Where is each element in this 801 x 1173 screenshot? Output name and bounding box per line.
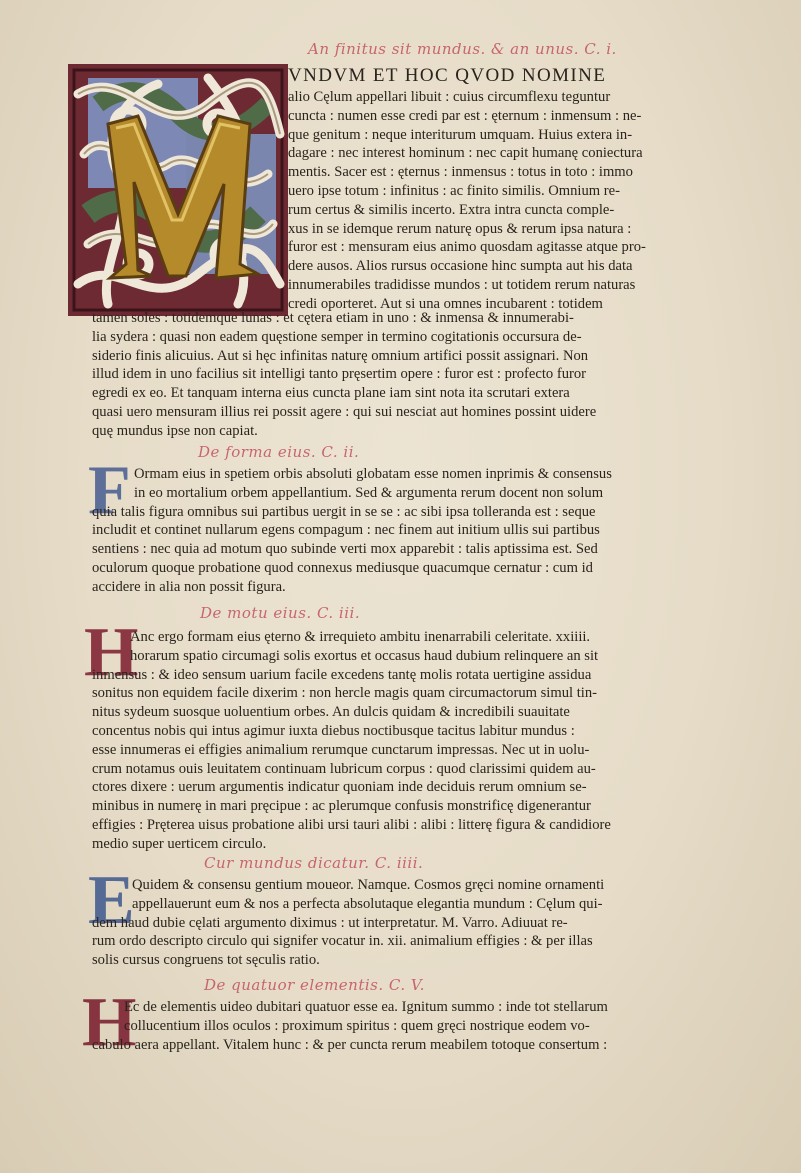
text-line: tamen soles : totidemque lunas : et cętera etiam in uno : & inmensa & innumerabi- — [92, 310, 574, 326]
text-line: dagare : nec interest hominum : nec capit humanę coniectura — [288, 145, 643, 162]
text-line: esse innumeras ei effigies animalium rerumque cunctarum impressas. Nec ut in uolu- — [92, 741, 590, 758]
text-line: inmensus : & ideo sensum uarium facile excedens tantę molis rotata uertigine assidua — [92, 666, 592, 683]
rubric-chapter-1: An finitus sit mundus. & an unus. C. i. — [308, 40, 617, 58]
rubric-chapter-3: De motu eius. C. iii. — [200, 604, 361, 622]
chapter-1-text — [288, 64, 700, 314]
text-line: alio Cęlum appellari libuit : cuius circumflexu teguntur — [288, 89, 611, 105]
text-line: accidere in alia non possit figura. — [92, 578, 286, 595]
text-line: collucentium illos oculos : proximum spiritus : quem gręci nostrique eodem vo- — [124, 1017, 590, 1034]
text-line: effigies : Pręterea uisus probatione alibi ursi tauri alibi : alibi : litterę figura & candidiore — [92, 816, 611, 833]
text-line: rum ordo descripto circulo qui signifer vocatur in. xii. animalium effigies : & per illas — [92, 933, 593, 950]
text-line: siderio finis alicuius. Aut si hęc infinitas naturę omnium artifici possit assignari. Non — [92, 347, 589, 364]
text-line: in eo mortalium orbem appellantium. Sed & argumenta rerum docent non solum — [134, 484, 604, 501]
text-line: uero ipse totum : infinitus : ac finito similis. Omnium re- — [288, 182, 620, 199]
text-line: credi oporteret. Aut si una omnes incubarent : totidem — [288, 295, 603, 312]
initial-h: H — [84, 614, 139, 691]
text-line: dem haud dubie cęlati argumento diximus : ut interpretatur. M. Varro. Adiuuat re- — [92, 914, 568, 931]
chapter-1-text-full-width — [92, 309, 700, 441]
chapter-5-text — [92, 998, 700, 1054]
text-line: lia sydera : quasi non eadem quęstione semper in termino cogitationis occursura de- — [92, 328, 582, 345]
rubric-chapter-4: Cur mundus dicatur. C. iiii. — [204, 854, 424, 872]
text-line: appellauerunt eum & nos a perfecta absolutaque elegantia mundum : Cęlum qui- — [132, 895, 603, 912]
text-line: oculorum quoque probatione quod connexus mediusque quacumque cernatur : cum id — [92, 559, 593, 576]
text-line: xus in se idemque rerum naturę opus & rerum ipsa natura : — [288, 220, 632, 237]
illuminated-initial-m — [68, 64, 288, 316]
chapter-4-text — [92, 876, 700, 970]
rubric-chapter-2: De forma eius. C. ii. — [198, 443, 360, 461]
text-line: cabulo aera appellant. Vitalem hunc : & per cuncta rerum meabilem totoque consertum : — [92, 1036, 608, 1053]
text-line: quę mundus ipse non capiat. — [92, 422, 258, 439]
text-line: furor est : mensuram eius animo quosdam agitasse atque pro- — [288, 239, 646, 256]
text-line: Ormam eius in spetiem orbis absoluti globatam esse nomen inprimis & consensus — [134, 466, 612, 482]
text-line: quia talis figura omnibus sui partibus uergit in se se : ac sibi ipsa tolleranda est : seque — [92, 503, 596, 520]
text-line: sentiens : nec quia ad motum quo subinde verti mox apparebit : talis aptissima est. Sed — [92, 541, 598, 558]
text-line: Anc ergo formam eius ęterno & irrequieto ambitu inenarrabili celeritate. xxiiii. — [130, 629, 591, 645]
text-line: Ec de elementis uideo dubitari quatuor esse ea. Ignitum summo : inde tot stellarum — [124, 999, 608, 1015]
text-line: nitus sydeum suosque uoluentium orbes. An dulcis quidam & incredibili suauitate — [92, 704, 570, 721]
initial-h-2: H — [82, 984, 137, 1061]
text-line: includit et continet nullarum egens compagum : nec finem aut initium ullis sui partibus — [92, 522, 600, 539]
chapter-3-text — [92, 628, 700, 854]
text-line: crum notamus ouis leuitatem continuam lubricum corpus : quod clarissimi quidem au- — [92, 760, 596, 777]
rubric-chapter-5: De quatuor elementis. C. V. — [204, 976, 425, 994]
text-line: sonitus non equidem facile dixerim : non hercle magis quam circumactorum simul tin- — [92, 685, 597, 702]
initial-e: E — [88, 862, 135, 939]
text-line: dere ausos. Alios rursus occasione hinc sumpta aut his data — [288, 258, 633, 275]
text-line: quasi uero mensuram illius rei possit agere : qui sui nesciat aut homines possint uidere — [92, 403, 597, 420]
text-line: egredi ex eo. Et tanquam interna eius cuncta plane iam sint nota ita scrutari extera — [92, 385, 570, 402]
text-line: Quidem & consensu gentium moueor. Namque. Cosmos gręci nomine ornamenti — [132, 877, 605, 893]
initial-f: F — [88, 452, 131, 529]
chapter-2-text — [92, 465, 700, 597]
chapter-1-opening-caps: VNDVM ET HOC QVOD NOMINE — [288, 65, 607, 86]
text-line: illud idem in uno facilius sit intelligi tanto pręsertim opere : furor est : profecto furor — [92, 366, 587, 383]
text-line: rum certus & similis incerto. Extra intra cuncta comple- — [288, 201, 615, 218]
text-line: ctores dixere : uerum argumentis indicatur quoniam inde deciduis rerum omnium se- — [92, 779, 587, 796]
text-line: mentis. Sacer est : ęternus : inmensus : totus in toto : immo — [288, 164, 633, 181]
text-line: minibus in numerę in mari pręcipue : ac plerumque confusis monstrificę digenerantur — [92, 798, 591, 815]
text-line: horarum spatio circumagi solis exortus et occasus haud dubium relinquere an sit — [130, 647, 599, 664]
text-line: medio super uerticem circulo. — [92, 835, 267, 852]
text-line: solis cursus congruens tot sęculis ratio. — [92, 952, 320, 969]
text-line: innumerabiles tradidisse mundos : ut totidem rerum naturas — [288, 276, 636, 293]
text-line: concentus nobis qui intus agimur iuxta diebus noctibusque tacitus labitur mundus : — [92, 722, 575, 739]
text-line: que genitum : neque interiturum umquam. Huius extera in- — [288, 126, 633, 143]
text-line: cuncta : numen esse credi par est : ęternum : inmensum : ne- — [288, 107, 642, 124]
